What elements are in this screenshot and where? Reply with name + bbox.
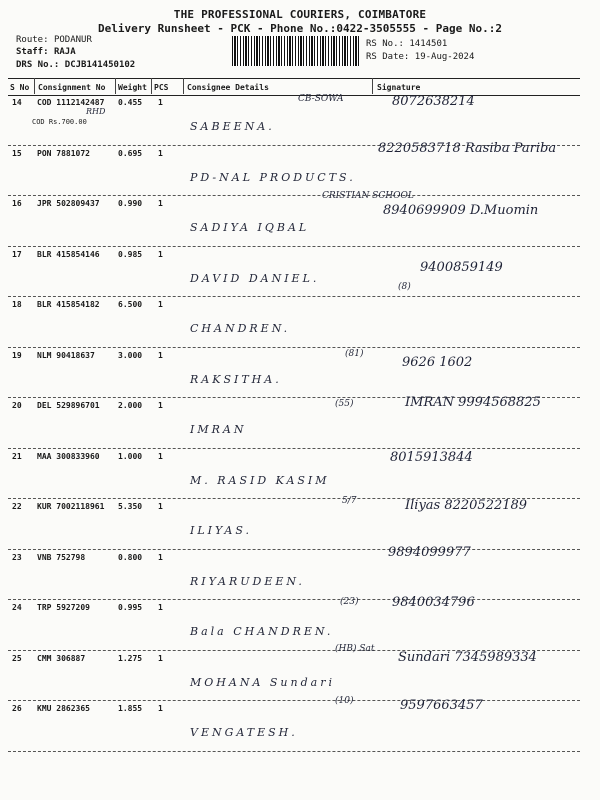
row-consignment-no: BLR 415854146 xyxy=(37,249,100,259)
row-consignee-note: (23) xyxy=(340,597,359,607)
row-divider xyxy=(8,751,580,752)
col-header-consignee: Consignee Details xyxy=(187,83,269,92)
row-signature: 9597663457 xyxy=(400,698,483,713)
row-divider xyxy=(8,549,580,550)
row-consignee-note: CRISTIAN SCHOOL xyxy=(322,191,414,201)
row-extra-mark: RHD xyxy=(86,107,106,116)
row-pcs: 1 xyxy=(158,401,163,410)
row-weight: 0.995 xyxy=(118,603,143,612)
row-consignee-name: Bala CHANDREN. xyxy=(190,625,334,638)
row-divider xyxy=(8,347,580,348)
col-header-sno: S No xyxy=(10,83,30,92)
row-consignment-no: CMM 306887 xyxy=(37,653,86,663)
col-header-pcs: PCS xyxy=(154,83,169,92)
row-consignment-no: VNB 752798 xyxy=(37,552,86,562)
col-header-consignment: Consignment No xyxy=(38,83,106,92)
row-signature: 8940699909 D.Muomin xyxy=(383,203,539,218)
row-consignee-note: 5/7 xyxy=(342,496,357,506)
row-pcs: 1 xyxy=(158,451,163,461)
route-field: Route: PODANUR xyxy=(16,35,92,45)
row-pcs: 1 xyxy=(158,148,163,158)
row-sno: 16 xyxy=(12,199,22,208)
row-pcs: 1 xyxy=(158,199,163,208)
row-weight: 1.000 xyxy=(118,451,143,461)
row-consignment-no: JPR 502809437 xyxy=(37,199,100,208)
row-signature: IMRAN 9994568825 xyxy=(405,395,541,410)
row-weight: 0.800 xyxy=(118,552,143,562)
row-sno: 26 xyxy=(12,704,22,713)
row-signature: 8072638214 xyxy=(392,94,475,109)
row-pcs: 1 xyxy=(158,704,163,713)
staff-field: Staff: RAJA xyxy=(16,47,76,57)
table-top-border xyxy=(8,78,580,79)
row-consignee-name: CHANDREN. xyxy=(190,322,291,335)
row-sno: 24 xyxy=(12,603,22,612)
row-sno: 17 xyxy=(12,249,22,259)
row-weight: 5.350 xyxy=(118,502,143,511)
col-divider xyxy=(372,78,373,94)
row-weight: 6.500 xyxy=(118,300,143,309)
drs-field: DRS No.: DCJB141450102 xyxy=(16,60,136,70)
row-consignee-name: SABEENA. xyxy=(190,120,275,133)
row-consignment-no: TRP 5927209 xyxy=(37,603,90,612)
row-consignee-note: (10) xyxy=(335,696,354,706)
row-sno: 20 xyxy=(12,401,22,410)
row-divider xyxy=(8,296,580,297)
row-consignment-no: MAA 300833960 xyxy=(37,451,100,461)
row-signature: Iliyas 8220522189 xyxy=(405,498,528,513)
row-signature: 8220583718 Rasiba Pariba xyxy=(378,140,557,156)
row-consignee-name: SADIYA IQBAL xyxy=(190,221,310,234)
row-weight: 1.855 xyxy=(118,704,143,713)
row-consignee-name: RIYARUDEEN. xyxy=(190,574,305,588)
row-consignee-name: DAVID DANIEL. xyxy=(190,271,320,285)
row-divider xyxy=(8,700,580,701)
row-pcs: 1 xyxy=(158,603,163,612)
row-sno: 18 xyxy=(12,300,22,309)
row-pcs: 1 xyxy=(158,350,163,360)
row-pcs: 1 xyxy=(158,552,163,562)
rs-date-field: RS Date: 19-Aug-2024 xyxy=(366,52,475,62)
row-pcs: 1 xyxy=(158,300,163,309)
runsheet-subtitle: Delivery Runsheet - PCK - Phone No.:0422-3505555 - Page No.:2 xyxy=(98,22,502,35)
col-divider xyxy=(151,78,152,94)
row-sno: 15 xyxy=(12,148,22,158)
row-pcs: 1 xyxy=(158,653,163,663)
row-divider xyxy=(8,448,580,449)
row-consignment-no: BLR 415854182 xyxy=(37,300,100,309)
row-signature: 8015913844 xyxy=(390,449,473,465)
row-divider xyxy=(8,246,580,247)
row-consignee-note: (8) xyxy=(398,282,411,292)
row-consignment-no: COD 1112142487 xyxy=(37,98,105,107)
row-consignee-note: (81) xyxy=(345,348,364,359)
col-divider xyxy=(115,78,116,94)
row-consignment-no: DEL 529896701 xyxy=(37,401,100,410)
row-divider xyxy=(8,599,580,600)
row-consignment-no: KUR 7002118961 xyxy=(37,502,105,511)
row-consignee-name: MOHANA Sundari xyxy=(190,675,335,689)
row-consignee-name: ILIYAS. xyxy=(190,524,252,537)
table-header-border xyxy=(8,95,580,96)
row-weight: 0.985 xyxy=(118,249,143,259)
row-sno: 22 xyxy=(12,502,22,511)
row-sno: 23 xyxy=(12,552,22,562)
row-consignment-no: NLM 90418637 xyxy=(37,350,95,360)
row-pcs: 1 xyxy=(158,98,163,107)
row-weight: 0.455 xyxy=(118,98,143,107)
row-consignment-no: KMU 2862365 xyxy=(37,704,90,713)
row-signature: 9840034796 xyxy=(392,595,475,610)
row-weight: 3.000 xyxy=(118,350,143,360)
row-sno: 21 xyxy=(12,451,22,461)
row-consignment-no: PON 7881072 xyxy=(37,148,90,158)
col-divider xyxy=(34,78,35,94)
row-signature: 9626 1602 xyxy=(402,354,473,370)
row-sno: 14 xyxy=(12,98,22,107)
col-divider xyxy=(183,78,184,94)
row-signature: Sundari 7345989334 xyxy=(398,649,537,665)
row-weight: 1.275 xyxy=(118,653,143,663)
col-header-weight: Weight xyxy=(118,83,147,92)
row-cod-amount: COD Rs.700.00 xyxy=(32,118,87,126)
row-consignee-name: VENGATESH. xyxy=(190,726,298,739)
row-consignee-note: (55) xyxy=(335,399,354,409)
row-consignee-note: CB-SOWA xyxy=(298,94,344,104)
row-sno: 25 xyxy=(12,653,22,663)
row-divider xyxy=(8,195,580,196)
row-signature: 9894099977 xyxy=(388,544,471,560)
row-consignee-name: RAKSITHA. xyxy=(190,372,282,386)
row-consignee-name: IMRAN xyxy=(190,423,247,436)
row-consignee-name: M. RASID KASIM xyxy=(190,473,330,487)
rs-no-field: RS No.: 1414501 xyxy=(366,39,448,49)
barcode xyxy=(232,36,360,66)
row-weight: 0.990 xyxy=(118,199,143,208)
col-header-signature: Signature xyxy=(377,83,421,92)
row-weight: 0.695 xyxy=(118,148,143,158)
row-signature: 9400859149 xyxy=(420,259,503,275)
row-weight: 2.000 xyxy=(118,401,143,410)
row-consignee-name: PD-NAL PRODUCTS. xyxy=(190,170,356,184)
row-consignee-note: (HB) Sat xyxy=(335,643,375,654)
company-title: THE PROFESSIONAL COURIERS, COIMBATORE xyxy=(173,8,427,21)
row-pcs: 1 xyxy=(158,249,163,259)
row-pcs: 1 xyxy=(158,502,163,511)
row-sno: 19 xyxy=(12,350,22,360)
